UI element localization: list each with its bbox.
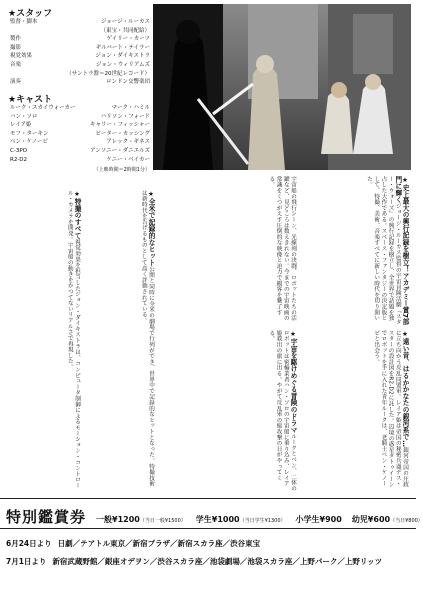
staff-credits — [10, 18, 150, 87]
article-text: 公開と同時に全米の劇場で行列ができ、世界中で記録的なヒットとなった。特撮技術は新時代を告げるものとして高く評価されている。 — [140, 190, 154, 487]
credit-name: アレック・ギネス — [106, 139, 150, 146]
credit-name: ケニー・ベイカー — [106, 156, 150, 163]
credit-name: （サントラ盤＝20世紀レコード） — [66, 70, 150, 77]
credit-name: ジョージ・ルーカス — [100, 19, 150, 25]
credit-row — [10, 156, 150, 165]
credit-name: マーク・ハミル — [111, 105, 150, 111]
article-column — [160, 176, 296, 326]
price-child: 小学生¥900 — [295, 515, 342, 524]
credit-row — [10, 44, 150, 53]
schedule-row-1 — [6, 538, 410, 549]
credit-name: ギルバート・テイラー — [95, 44, 150, 51]
credit-role: 演奏 — [10, 79, 22, 86]
cast-heading: ★キャスト — [8, 95, 53, 105]
credit-name: ジョン・ウィリアムズ — [95, 61, 150, 68]
credit-row — [10, 27, 150, 36]
credit-name: ピーター・カッシング — [95, 130, 150, 137]
credit-role: 撮影 — [10, 44, 22, 51]
credit-role: ベン・ケノービ — [10, 139, 48, 146]
credit-row — [10, 130, 150, 139]
schedule-venues-1: 日劇／テアトル東京／新宿プラザ／新宿スカラ座／渋谷東宝 — [57, 539, 261, 548]
credit-row — [10, 113, 150, 122]
runtime-note: （上映時間＝2時間1分） — [93, 167, 150, 173]
credit-role: モフ・ターキン — [10, 130, 49, 137]
schedule-venues-2: 新宿武蔵野館／銀座オデヲン／渋谷スカラ座／池袋劇場／池袋スカラ座／上野パーク／上野リッツ — [52, 557, 383, 566]
credit-row — [10, 121, 150, 130]
ticket-title: 特別鑑賞券 — [6, 508, 87, 526]
article-heading: ★特撮のすべて — [73, 190, 81, 239]
credit-row — [10, 52, 150, 61]
film-still-photo — [153, 4, 411, 170]
credit-name: （東宝・共同配給） — [100, 27, 150, 34]
article-text: 視覚効果を担当したジョン・ダイキストラは、コンピュータ制御によるモーション・コントロール・カメラを開発。宇宙船の動きをかつてないリアルさで再現した。 — [66, 190, 80, 489]
credit-row — [10, 104, 150, 113]
credit-name: アンソニー・ダニエルズ — [89, 147, 150, 154]
mid-divider — [0, 528, 416, 529]
credit-role: ハン・ソロ — [10, 113, 38, 120]
price-general: 一般¥1200（当日一般¥1500） — [96, 515, 186, 524]
ticket-and-schedule — [0, 498, 423, 594]
article-heading: ★宇宙を駆けめぐる冒険のドラマ — [289, 330, 297, 434]
price-student: 学生¥1000（当日学生¥1300） — [195, 515, 286, 524]
credit-role: ルーク・スカイウォーカー — [10, 105, 76, 111]
credit-role: 監督・脚本 — [10, 19, 38, 25]
cast-credits — [10, 104, 150, 164]
film-still-illustration — [153, 4, 411, 170]
credit-row — [10, 61, 150, 70]
credit-role: 音楽 — [10, 61, 22, 68]
credit-name: ゲイリー・カーツ — [106, 36, 150, 43]
schedule-date-2: 7月1日より — [6, 557, 47, 566]
credit-row — [10, 138, 150, 147]
credit-row — [10, 147, 150, 156]
credit-name: ロンドン交響楽団 — [105, 79, 150, 86]
credit-name: キャリー・フィッシャー — [90, 122, 150, 129]
article-text: ルークとベン、二体のロボットは密輸業者ハン・ソロの宇宙船に乗り込み、レイア姫救出の旅に出る。やがて反乱軍の総攻撃の日がやってくる。 — [268, 330, 296, 492]
credit-row — [10, 35, 150, 44]
article-column — [160, 330, 296, 492]
credit-role: レイア姫 — [10, 122, 32, 129]
article-column — [82, 190, 154, 492]
article-heading: ★史上最大の興行記録を樹立！アカデミー賞7部門に輝く — [393, 176, 409, 325]
article-heading: ★遠い昔、はるかかなたの銀河系で… — [401, 330, 409, 447]
credit-name: ハリソン・フォード — [100, 113, 150, 120]
article-text: ジョージ・ルーカス監督の宇宙冒険活劇『スター・ウォーズ』の興行記録を樹立し、全世界で話題を独占した大作である。スペース・ファンタジーの決定版として、特撮、美術、音楽すべてに新しい時代を切り開いた。 — [365, 176, 401, 326]
credit-row — [10, 78, 150, 87]
credit-role: 視覚効果 — [10, 53, 33, 60]
price-kids: 幼児¥600（当日¥800） — [351, 515, 423, 524]
credit-row — [10, 70, 150, 79]
ticket-price-row — [6, 506, 423, 527]
credit-name: ジョン・ダイキストラ — [95, 53, 150, 60]
article-heading: ★全米で記録的なヒット — [147, 190, 155, 267]
schedule-date-1: 6月24日より — [6, 539, 52, 548]
article-text: 銀河帝国の圧政に立ち向かう反乱同盟軍。レイア姫は帝国の秘密兵器デス・スターの設計図をR2-D2に託した。辺境の惑星タトゥイーンでロボットを手に入れた青年ルークは、老騎士ベン・ケノービと出会う。 — [373, 330, 408, 488]
credit-role: R2-D2 — [10, 156, 28, 163]
article-column — [8, 190, 80, 492]
schedule-row-2 — [6, 556, 410, 567]
staff-heading: ★スタッフ — [8, 9, 53, 19]
article-column — [300, 176, 408, 326]
credit-role: C-3PO — [10, 147, 27, 154]
top-divider — [0, 498, 416, 499]
article-column — [300, 330, 408, 492]
credit-row — [10, 18, 150, 27]
article-text: 宇宙船の飛行シーン、光線剣の決闘、ロボットたちの活躍など、見どころは数えきれない。今までの宇宙映画の常識をくつがえす圧倒的な映像と迫力で観客を魅了する。 — [268, 176, 296, 321]
credit-role: 製作 — [10, 36, 22, 43]
